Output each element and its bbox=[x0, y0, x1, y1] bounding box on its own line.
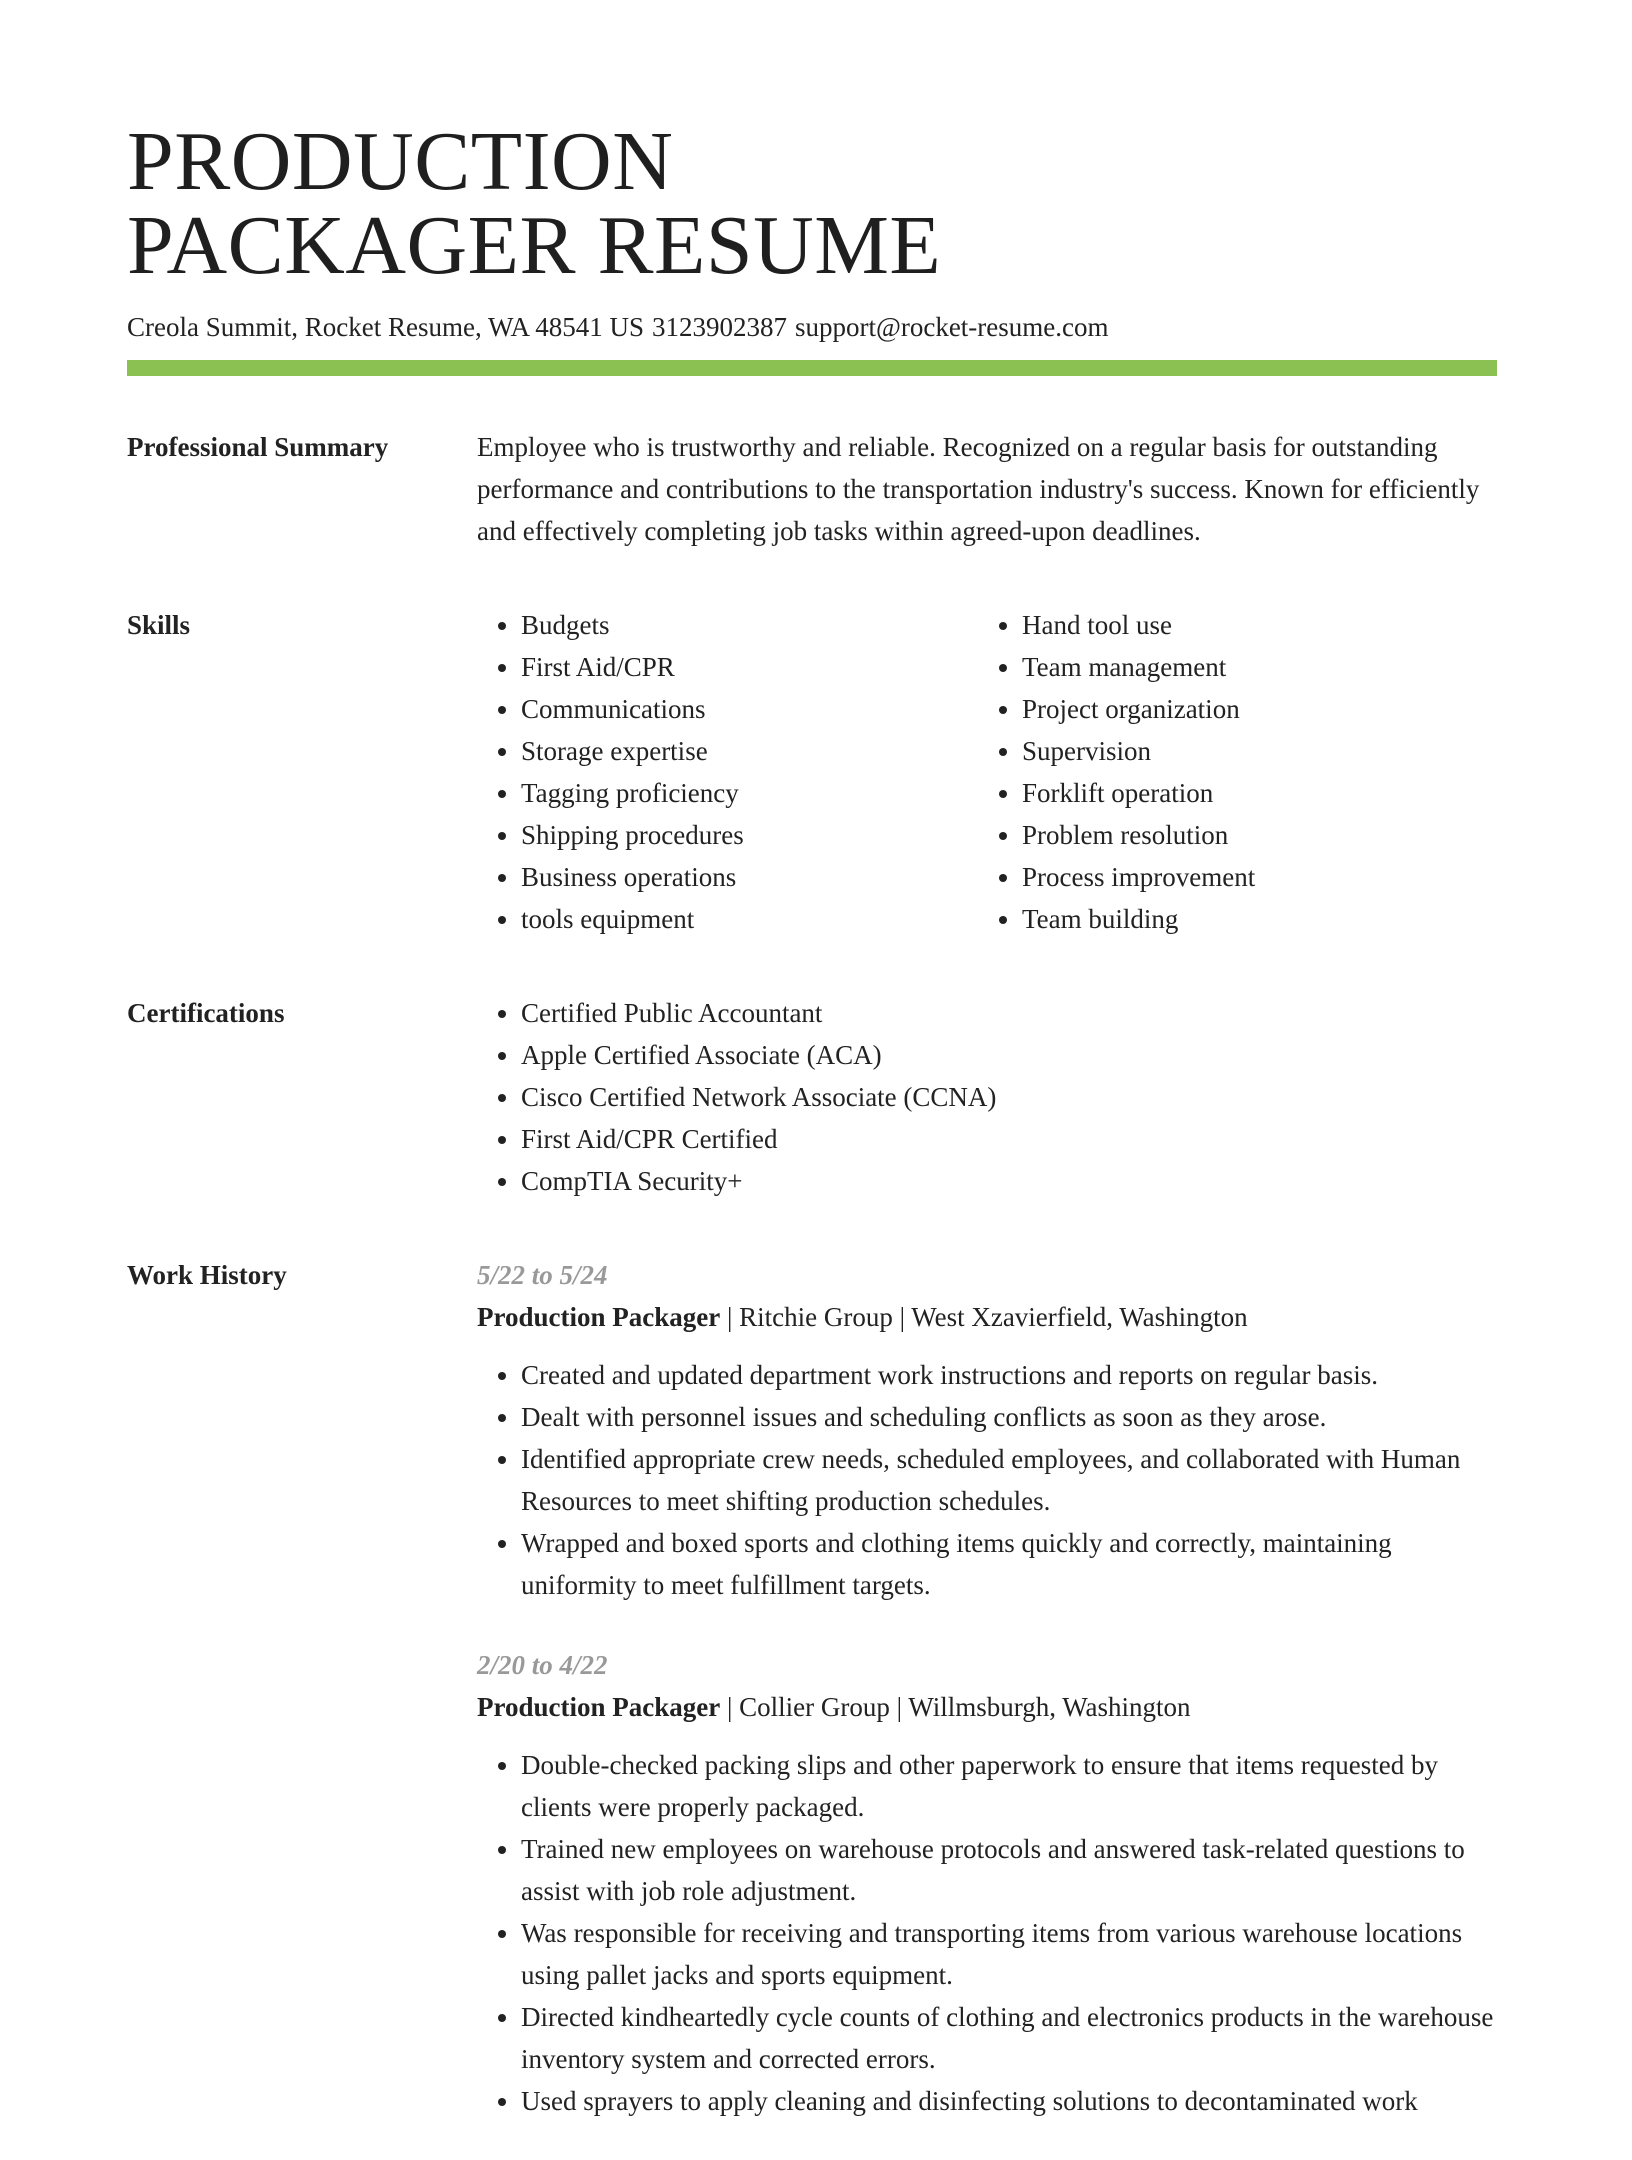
skill-item: • Business operations bbox=[521, 856, 978, 898]
skill-item: • Supervision bbox=[1022, 730, 1479, 772]
job-duty-item: • Double-checked packing slips and other paperwork to ensure that items requested by clients were properly packaged. bbox=[521, 1744, 1497, 1828]
title-line-2: PACKAGER RESUME bbox=[127, 199, 942, 292]
contact-phone: 3123902387 bbox=[651, 312, 787, 342]
certification-item: • Cisco Certified Network Associate (CCNA) bbox=[521, 1076, 1497, 1118]
job-duty-item: • Used sprayers to apply cleaning and disinfecting solutions to decontaminated work bbox=[521, 2080, 1497, 2122]
skills-list-left bbox=[477, 604, 978, 940]
skill-item: • Budgets bbox=[521, 604, 978, 646]
job-duty-item: • Trained new employees on warehouse protocols and answered task-related questions to assist with job role adjustment. bbox=[521, 1828, 1497, 1912]
job-duties-list bbox=[477, 1354, 1497, 1606]
job-duty-item: • Wrapped and boxed sports and clothing items quickly and correctly, maintaining uniformity to meet fulfillment targets. bbox=[521, 1522, 1497, 1606]
job-heading bbox=[477, 1686, 1497, 1728]
skill-item: • Problem resolution bbox=[1022, 814, 1479, 856]
certification-item: • Certified Public Accountant bbox=[521, 992, 1497, 1034]
certification-item: • First Aid/CPR Certified bbox=[521, 1118, 1497, 1160]
job-entry bbox=[477, 1644, 1497, 2122]
summary-text: Employee who is trustworthy and reliable. Recognized on a regular basis for outstanding performance and contributions to the transportation industry's success. Known for efficiently and effectively completing job tasks within agreed-upon deadlines. bbox=[477, 432, 1480, 546]
certifications-label: Certifications bbox=[127, 998, 285, 1028]
job-duty-item: • Created and updated department work instructions and reports on regular basis. bbox=[521, 1354, 1497, 1396]
skill-item: • tools equipment bbox=[521, 898, 978, 940]
job-duty-item: • Directed kindheartedly cycle counts of clothing and electronics products in the warehouse inventory system and corrected errors. bbox=[521, 1996, 1497, 2080]
skill-item: • Process improvement bbox=[1022, 856, 1479, 898]
skill-item: • Hand tool use bbox=[1022, 604, 1479, 646]
skill-item: • Shipping procedures bbox=[521, 814, 978, 856]
job-title: Production Packager bbox=[477, 1692, 721, 1722]
skill-item: • Communications bbox=[521, 688, 978, 730]
job-heading bbox=[477, 1296, 1497, 1338]
summary-label: Professional Summary bbox=[127, 432, 389, 462]
skill-item: • Tagging proficiency bbox=[521, 772, 978, 814]
work-history-section bbox=[127, 1254, 1497, 2160]
summary-section bbox=[127, 426, 1497, 552]
skill-item: • Project organization bbox=[1022, 688, 1479, 730]
job-duties-list bbox=[477, 1744, 1497, 2122]
job-dates: 5/22 to 5/24 bbox=[477, 1260, 608, 1290]
job-employer-location: | Ritchie Group | West Xzavierfield, Washington bbox=[720, 1302, 1248, 1332]
skill-item: • First Aid/CPR bbox=[521, 646, 978, 688]
resume-page bbox=[127, 115, 1497, 2160]
accent-divider bbox=[127, 360, 1497, 376]
certification-item: • CompTIA Security+ bbox=[521, 1160, 1497, 1202]
job-duty-item: • Dealt with personnel issues and scheduling conflicts as soon as they arose. bbox=[521, 1396, 1497, 1438]
certification-item: • Apple Certified Associate (ACA) bbox=[521, 1034, 1497, 1076]
job-entry bbox=[477, 1254, 1497, 1606]
skill-item: • Team management bbox=[1022, 646, 1479, 688]
work-history-entries bbox=[477, 1254, 1497, 2160]
certifications-list bbox=[477, 992, 1497, 1202]
skill-item: • Storage expertise bbox=[521, 730, 978, 772]
title-line-1: PRODUCTION bbox=[127, 115, 674, 208]
job-title: Production Packager bbox=[477, 1302, 721, 1332]
skills-label: Skills bbox=[127, 610, 191, 640]
skills-list-right bbox=[978, 604, 1479, 940]
skills-section bbox=[127, 604, 1497, 940]
job-duty-item: • Was responsible for receiving and transporting items from various warehouse locations using pallet jacks and sports equipment. bbox=[521, 1912, 1497, 1996]
contact-email: support@rocket-resume.com bbox=[794, 312, 1109, 342]
job-dates: 2/20 to 4/22 bbox=[477, 1650, 608, 1680]
certifications-section bbox=[127, 992, 1497, 1202]
resume-title bbox=[127, 115, 1497, 292]
contact-address: Creola Summit, Rocket Resume, WA 48541 US bbox=[127, 312, 644, 342]
contact-line bbox=[127, 310, 1497, 344]
work-history-label: Work History bbox=[127, 1260, 287, 1290]
job-duty-item: • Identified appropriate crew needs, scheduled employees, and collaborated with Human Resources to meet shifting production schedules. bbox=[521, 1438, 1497, 1522]
skill-item: • Forklift operation bbox=[1022, 772, 1479, 814]
skill-item: • Team building bbox=[1022, 898, 1479, 940]
job-employer-location: | Collier Group | Willmsburgh, Washington bbox=[720, 1692, 1191, 1722]
